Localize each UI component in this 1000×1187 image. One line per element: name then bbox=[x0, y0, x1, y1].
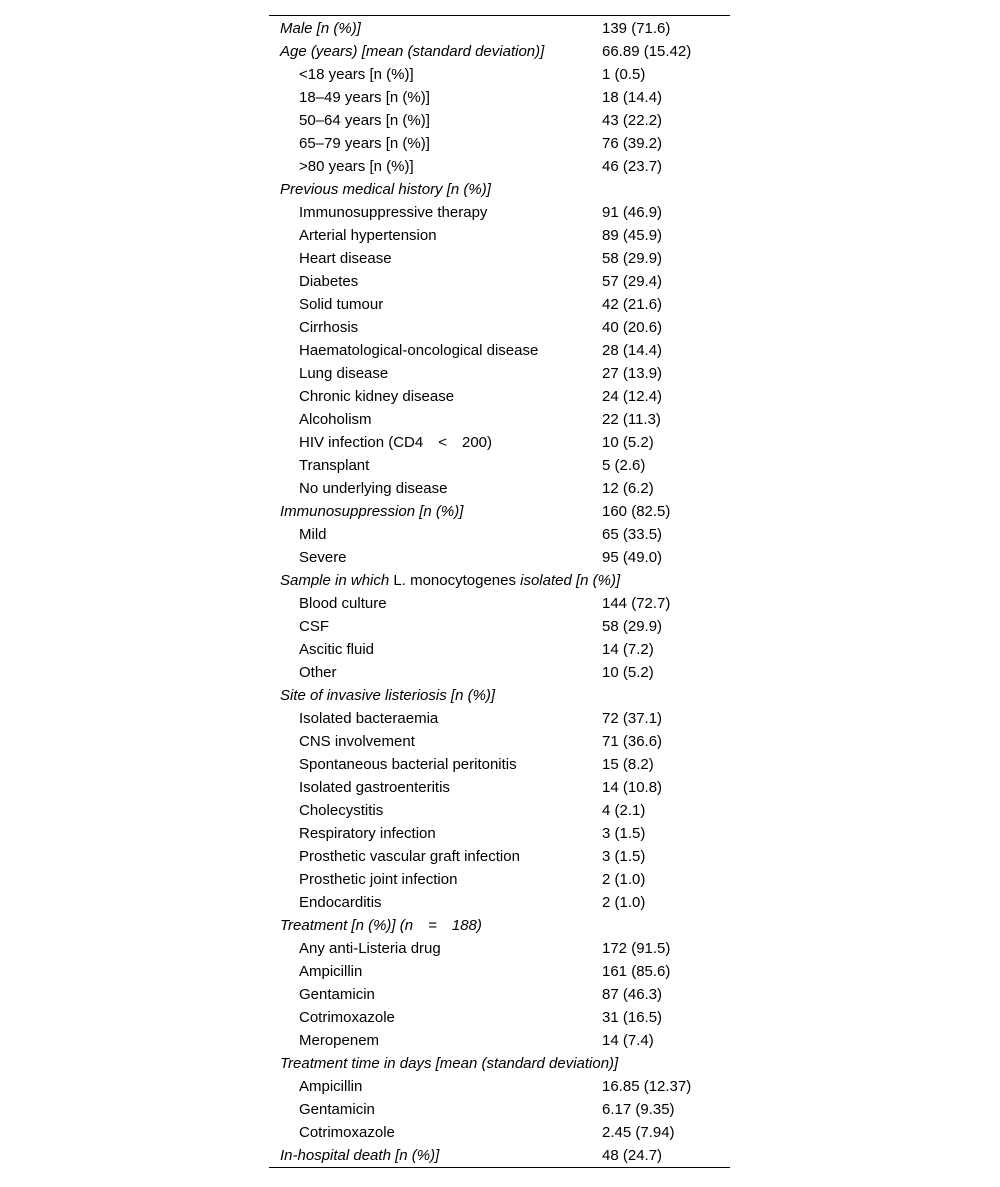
row-label: >80 years [n (%)] bbox=[299, 158, 414, 175]
row-label: Meropenem bbox=[299, 1032, 380, 1049]
table-row bbox=[269, 408, 730, 431]
table-row bbox=[269, 385, 730, 408]
organism-name: L. monocytogenes bbox=[393, 572, 516, 589]
table-row bbox=[269, 707, 730, 730]
row-label: Blood culture bbox=[299, 595, 387, 612]
row-value: 58 (29.9) bbox=[602, 618, 663, 635]
table-row bbox=[269, 132, 730, 155]
table-row bbox=[269, 523, 730, 546]
row-label: No underlying disease bbox=[299, 480, 448, 497]
row-value: 24 (12.4) bbox=[602, 388, 663, 405]
row-value: 1 (0.5) bbox=[602, 66, 646, 83]
row-value: 144 (72.7) bbox=[602, 595, 671, 612]
table-row bbox=[269, 316, 730, 339]
row-value: 27 (13.9) bbox=[602, 365, 663, 382]
table-row bbox=[269, 730, 730, 753]
table-row bbox=[269, 638, 730, 661]
section-header-row bbox=[269, 569, 730, 592]
row-value: 14 (7.4) bbox=[602, 1032, 654, 1049]
row-value: 22 (11.3) bbox=[602, 411, 661, 428]
row-label: Male [n (%)] bbox=[280, 20, 361, 37]
table-row bbox=[269, 431, 730, 454]
row-label: Transplant bbox=[299, 457, 370, 474]
characteristics-table bbox=[269, 15, 730, 1168]
row-value: 161 (85.6) bbox=[602, 963, 671, 980]
row-label: Spontaneous bacterial peritonitis bbox=[299, 756, 517, 773]
row-value: 4 (2.1) bbox=[602, 802, 646, 819]
row-value: 3 (1.5) bbox=[602, 848, 646, 865]
table-row bbox=[269, 270, 730, 293]
row-label: Heart disease bbox=[299, 250, 392, 267]
row-label: Cholecystitis bbox=[299, 802, 384, 819]
row-value: 95 (49.0) bbox=[602, 549, 663, 566]
row-label: Ampicillin bbox=[299, 1078, 363, 1095]
row-label: Cotrimoxazole bbox=[299, 1124, 395, 1141]
row-label: Ampicillin bbox=[299, 963, 363, 980]
table-row bbox=[269, 1121, 730, 1144]
row-label: Isolated gastroenteritis bbox=[299, 779, 450, 796]
section-header-row bbox=[269, 914, 730, 937]
row-value: 87 (46.3) bbox=[602, 986, 663, 1003]
row-label: Arterial hypertension bbox=[299, 227, 437, 244]
table-row bbox=[269, 339, 730, 362]
table-row bbox=[269, 822, 730, 845]
table-row bbox=[269, 615, 730, 638]
table-row bbox=[269, 454, 730, 477]
table-row bbox=[269, 546, 730, 569]
row-label: Prosthetic joint infection bbox=[299, 871, 458, 888]
row-value: 66.89 (15.42) bbox=[602, 43, 692, 60]
table-row bbox=[269, 937, 730, 960]
row-label: Diabetes bbox=[299, 273, 359, 290]
row-label: Gentamicin bbox=[299, 1101, 375, 1118]
row-value: 12 (6.2) bbox=[602, 480, 654, 497]
table-row bbox=[269, 477, 730, 500]
row-label: Ascitic fluid bbox=[299, 641, 375, 658]
row-label-part: Sample in which bbox=[280, 572, 394, 589]
row-label: 65–79 years [n (%)] bbox=[299, 135, 430, 152]
row-label: Treatment [n (%)] (n = 188) bbox=[280, 917, 482, 934]
row-value: 40 (20.6) bbox=[602, 319, 663, 336]
row-label: HIV infection (CD4 < 200) bbox=[299, 434, 492, 451]
row-label: Previous medical history [n (%)] bbox=[280, 181, 491, 198]
row-value: 2.45 (7.94) bbox=[602, 1124, 675, 1141]
section-header-row bbox=[269, 178, 730, 201]
row-value: 3 (1.5) bbox=[602, 825, 646, 842]
row-value: 42 (21.6) bbox=[602, 296, 663, 313]
row-value: 28 (14.4) bbox=[602, 342, 663, 359]
row-value: 2 (1.0) bbox=[602, 871, 646, 888]
row-value: 31 (16.5) bbox=[602, 1009, 663, 1026]
table-row bbox=[269, 362, 730, 385]
row-value: 14 (10.8) bbox=[602, 779, 663, 796]
row-label: Treatment time in days [mean (standard deviation)] bbox=[280, 1055, 619, 1072]
row-label: 50–64 years [n (%)] bbox=[299, 112, 430, 129]
row-label: In-hospital death [n (%)] bbox=[280, 1147, 440, 1164]
table-row bbox=[269, 868, 730, 891]
row-label: Cirrhosis bbox=[299, 319, 359, 336]
table-row bbox=[269, 86, 730, 109]
table-row bbox=[269, 799, 730, 822]
section-header-row bbox=[269, 500, 730, 523]
table-row bbox=[269, 247, 730, 270]
row-label-part: isolated [n (%)] bbox=[515, 572, 621, 589]
row-value: 89 (45.9) bbox=[602, 227, 663, 244]
row-value: 46 (23.7) bbox=[602, 158, 663, 175]
row-label: 18–49 years [n (%)] bbox=[299, 89, 430, 106]
row-value: 10 (5.2) bbox=[602, 434, 654, 451]
row-label: Mild bbox=[299, 526, 327, 543]
row-value: 58 (29.9) bbox=[602, 250, 663, 267]
row-label: Immunosuppression [n (%)] bbox=[280, 503, 464, 520]
row-value: 2 (1.0) bbox=[602, 894, 646, 911]
row-label: Site of invasive listeriosis [n (%)] bbox=[280, 687, 496, 704]
row-label: Haematological-oncological disease bbox=[299, 342, 539, 359]
row-label: Lung disease bbox=[299, 365, 389, 382]
row-label: Age (years) [mean (standard deviation)] bbox=[280, 43, 545, 60]
row-label: Severe bbox=[299, 549, 347, 566]
row-label: Any anti-Listeria drug bbox=[299, 940, 441, 957]
table-row bbox=[269, 960, 730, 983]
row-label bbox=[280, 569, 620, 592]
table-row bbox=[269, 592, 730, 615]
table-row bbox=[269, 1029, 730, 1052]
table-row bbox=[269, 845, 730, 868]
table-row bbox=[269, 63, 730, 86]
table-row bbox=[269, 293, 730, 316]
row-label: Other bbox=[299, 664, 337, 681]
row-value: 160 (82.5) bbox=[602, 503, 671, 520]
row-label: Cotrimoxazole bbox=[299, 1009, 395, 1026]
row-label: Endocarditis bbox=[299, 894, 382, 911]
row-value: 6.17 (9.35) bbox=[602, 1101, 675, 1118]
row-value: 139 (71.6) bbox=[602, 20, 671, 37]
section-header-row bbox=[269, 17, 730, 40]
row-label: CNS involvement bbox=[299, 733, 415, 750]
section-header-row bbox=[269, 40, 730, 63]
row-label: Gentamicin bbox=[299, 986, 375, 1003]
table-row bbox=[269, 1075, 730, 1098]
table-row bbox=[269, 1098, 730, 1121]
table-row bbox=[269, 983, 730, 1006]
row-label: <18 years [n (%)] bbox=[299, 66, 414, 83]
row-value: 76 (39.2) bbox=[602, 135, 663, 152]
row-value: 57 (29.4) bbox=[602, 273, 663, 290]
table-row bbox=[269, 891, 730, 914]
row-label: Alcoholism bbox=[299, 411, 372, 428]
table-row bbox=[269, 661, 730, 684]
row-label: CSF bbox=[299, 618, 329, 635]
row-value: 10 (5.2) bbox=[602, 664, 654, 681]
row-label: Chronic kidney disease bbox=[299, 388, 455, 405]
row-label: Immunosuppressive therapy bbox=[299, 204, 488, 221]
row-value: 91 (46.9) bbox=[602, 204, 663, 221]
table-row bbox=[269, 753, 730, 776]
row-label: Respiratory infection bbox=[299, 825, 436, 842]
row-label: Isolated bacteraemia bbox=[299, 710, 439, 727]
section-header-row bbox=[269, 1144, 730, 1167]
section-header-row bbox=[269, 684, 730, 707]
row-value: 5 (2.6) bbox=[602, 457, 646, 474]
table-row bbox=[269, 109, 730, 132]
table-row bbox=[269, 155, 730, 178]
table-row bbox=[269, 224, 730, 247]
row-value: 18 (14.4) bbox=[602, 89, 663, 106]
row-value: 14 (7.2) bbox=[602, 641, 654, 658]
row-value: 15 (8.2) bbox=[602, 756, 654, 773]
row-value: 71 (36.6) bbox=[602, 733, 663, 750]
row-value: 72 (37.1) bbox=[602, 710, 663, 727]
row-value: 16.85 (12.37) bbox=[602, 1078, 692, 1095]
section-header-row bbox=[269, 1052, 730, 1075]
table-row bbox=[269, 776, 730, 799]
row-value: 43 (22.2) bbox=[602, 112, 663, 129]
row-value: 65 (33.5) bbox=[602, 526, 663, 543]
row-value: 48 (24.7) bbox=[602, 1147, 663, 1164]
row-label: Prosthetic vascular graft infection bbox=[299, 848, 520, 865]
row-value: 172 (91.5) bbox=[602, 940, 671, 957]
row-label: Solid tumour bbox=[299, 296, 384, 313]
table-row bbox=[269, 1006, 730, 1029]
table-row bbox=[269, 201, 730, 224]
